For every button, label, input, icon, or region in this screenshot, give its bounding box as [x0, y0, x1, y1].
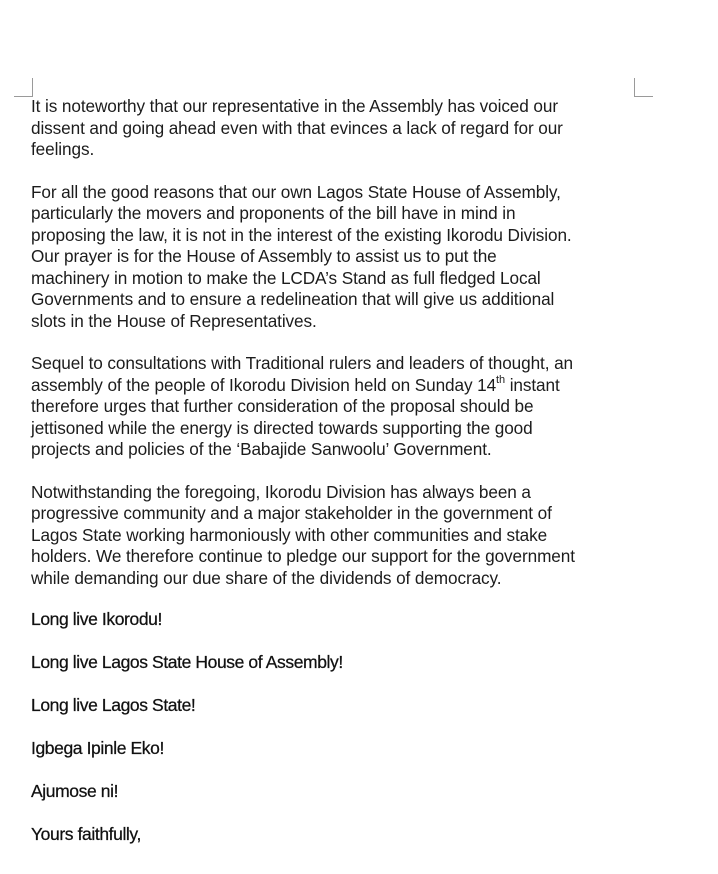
closing-line-igbega: Igbega Ipinle Eko! — [31, 738, 164, 759]
ordinal-suffix: th — [496, 373, 506, 386]
paragraph-consultations — [31, 353, 671, 461]
paragraph-consultations-part-1: Sequel to consultations with Traditional rulers and leaders of thought, an assembly of the people of Ikorodu Division held on Sunday 14 — [31, 353, 573, 395]
closing-line-house-of-assembly: Long live Lagos State House of Assembly! — [31, 652, 343, 673]
paragraph-notwithstanding: Notwithstanding the foregoing, Ikorodu Division has always been a progressive community and a major stakeholder in the government of Lagos State working harmoniously with other communities and stake holders. We therefore continue to pledge our support for the government while demanding our due share of the dividends of democracy. — [31, 481, 575, 588]
closing-line-lagos-state: Long live Lagos State! — [31, 695, 196, 716]
closing-line-ajumose: Ajumose ni! — [31, 781, 119, 802]
letter-body — [31, 96, 671, 846]
margin-corner-mark-left — [14, 78, 33, 97]
closing-signoff: Yours faithfully, — [31, 824, 141, 845]
paragraph-dissent: It is noteworthy that our representative in the Assembly has voiced our dissent and going ahead even with that evinces a lack of regard for our feelings. — [31, 96, 563, 159]
closing-line-ikorodu: Long live Ikorodu! — [31, 609, 162, 629]
paragraph-consultations-part-2: instant therefore urges that further consideration of the proposal should be jettisoned while the energy is directed towards supporting the good projects and policies of the ‘Babajide Sanwoolu’ Government. — [31, 374, 560, 459]
paragraph-prayer: For all the good reasons that our own Lagos State House of Assembly, particularly the movers and proponents of the bill have in mind in proposing the law, it is not in the interest of the existing Ikorodu Division. Our prayer is for the House of Assembly to assist us to put the machinery in motion to make the LCDA’s Stand as full fledged Local Governments and to ensure a redelineation that will give us additional slots in the House of Representatives. — [31, 181, 572, 331]
margin-corner-mark-right — [634, 78, 653, 97]
